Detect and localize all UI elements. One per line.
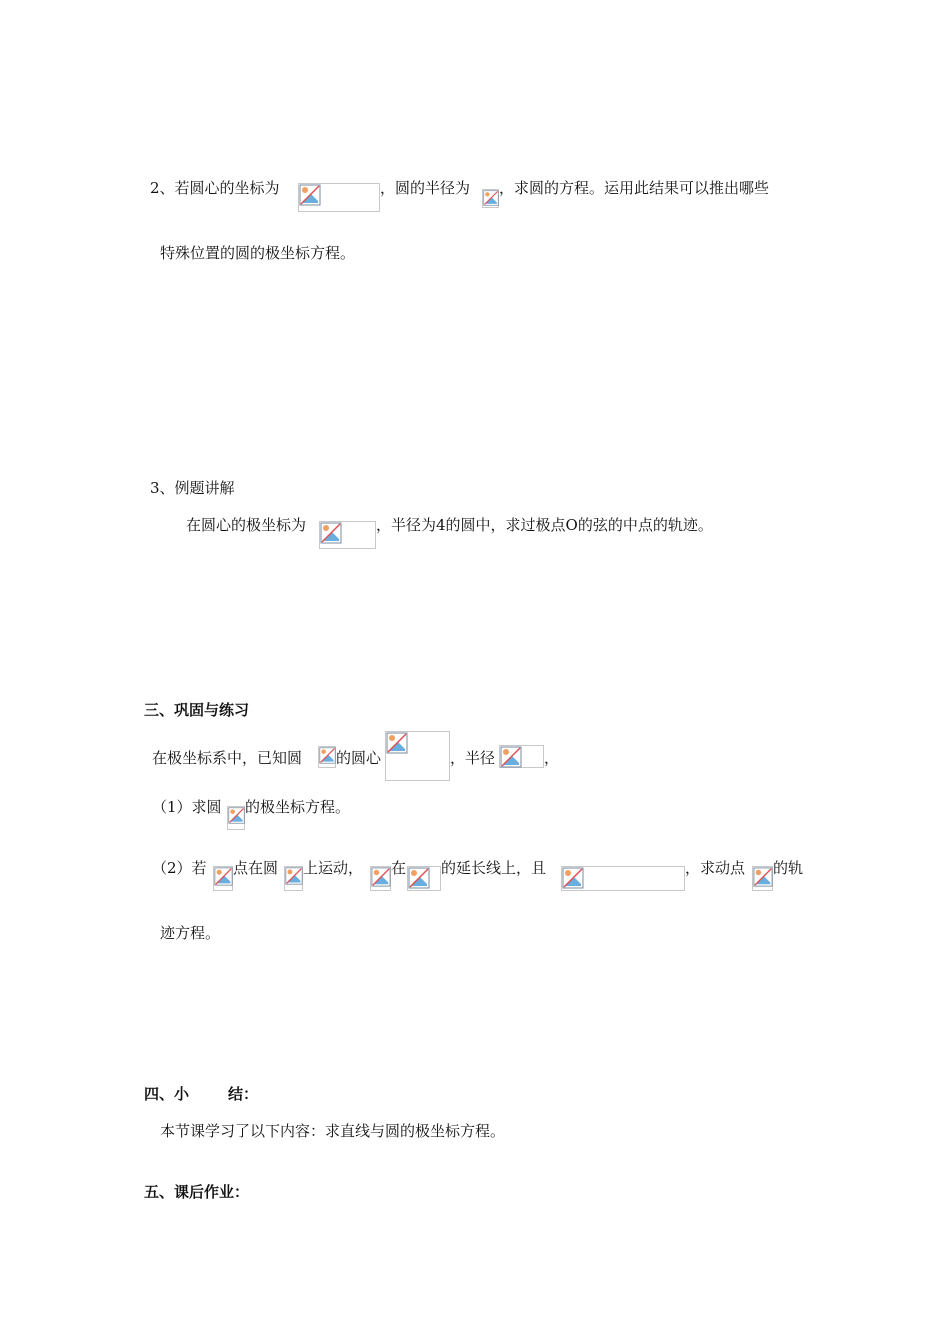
formula-image-placeholder	[407, 866, 441, 891]
s3-intro-d: ，	[544, 749, 560, 767]
formula-image-placeholder	[752, 866, 773, 891]
formula-image-placeholder	[298, 183, 380, 212]
s3-part2-a: （2）若	[152, 859, 207, 877]
q3-line-prefix: 在圆心的极坐标为	[186, 516, 307, 534]
formula-image-placeholder	[284, 866, 303, 891]
s3-intro-c: ，半径	[450, 749, 496, 767]
s3-part2-d: 在	[391, 859, 407, 877]
s3-part2-g: 的轨	[773, 859, 804, 877]
s3-part2-c: 上运动，	[303, 859, 364, 877]
section-4-body: 本节课学习了以下内容：求直线与圆的极坐标方程。	[160, 1122, 506, 1140]
formula-image-placeholder	[385, 731, 450, 781]
s3-part1-b: 的极坐标方程。	[245, 798, 351, 816]
q3-line-suffix: ，半径为4的圆中，求过极点O的弦的中点的轨迹。	[376, 516, 713, 534]
formula-image-placeholder	[482, 189, 499, 208]
s3-part2-b: 点在圆	[233, 859, 279, 877]
s3-part2-f: ，求动点	[685, 859, 746, 877]
section-4-heading-b: 结：	[228, 1085, 259, 1103]
s3-intro-b: 的圆心	[336, 749, 382, 767]
formula-image-placeholder	[370, 866, 391, 891]
section-4-heading-a: 四、小	[144, 1085, 190, 1103]
q2-line1-suffix: ，求圆的方程。运用此结果可以推出哪些	[499, 179, 770, 197]
q2-line1-mid: ，圆的半径为	[380, 179, 471, 197]
section-5-heading: 五、课后作业：	[144, 1183, 250, 1201]
q2-line2: 特殊位置的圆的极坐标方程。	[160, 244, 356, 262]
formula-image-placeholder	[213, 866, 233, 891]
q2-line1-prefix: 2、若圆心的坐标为	[150, 179, 280, 197]
formula-image-placeholder	[499, 745, 544, 768]
s3-part2-e: 的延长线上，且	[441, 859, 547, 877]
formula-image-placeholder	[319, 521, 376, 549]
q3-title: 3、例题讲解	[150, 479, 235, 497]
formula-image-placeholder	[227, 806, 245, 830]
section-3-heading: 三、巩固与练习	[144, 701, 250, 719]
s3-intro-a: 在极坐标系中，已知圆	[152, 749, 303, 767]
formula-image-placeholder	[318, 746, 336, 768]
formula-image-placeholder	[561, 866, 685, 891]
s3-part2-line2: 迹方程。	[160, 924, 221, 942]
s3-part1-a: （1）求圆	[152, 798, 222, 816]
